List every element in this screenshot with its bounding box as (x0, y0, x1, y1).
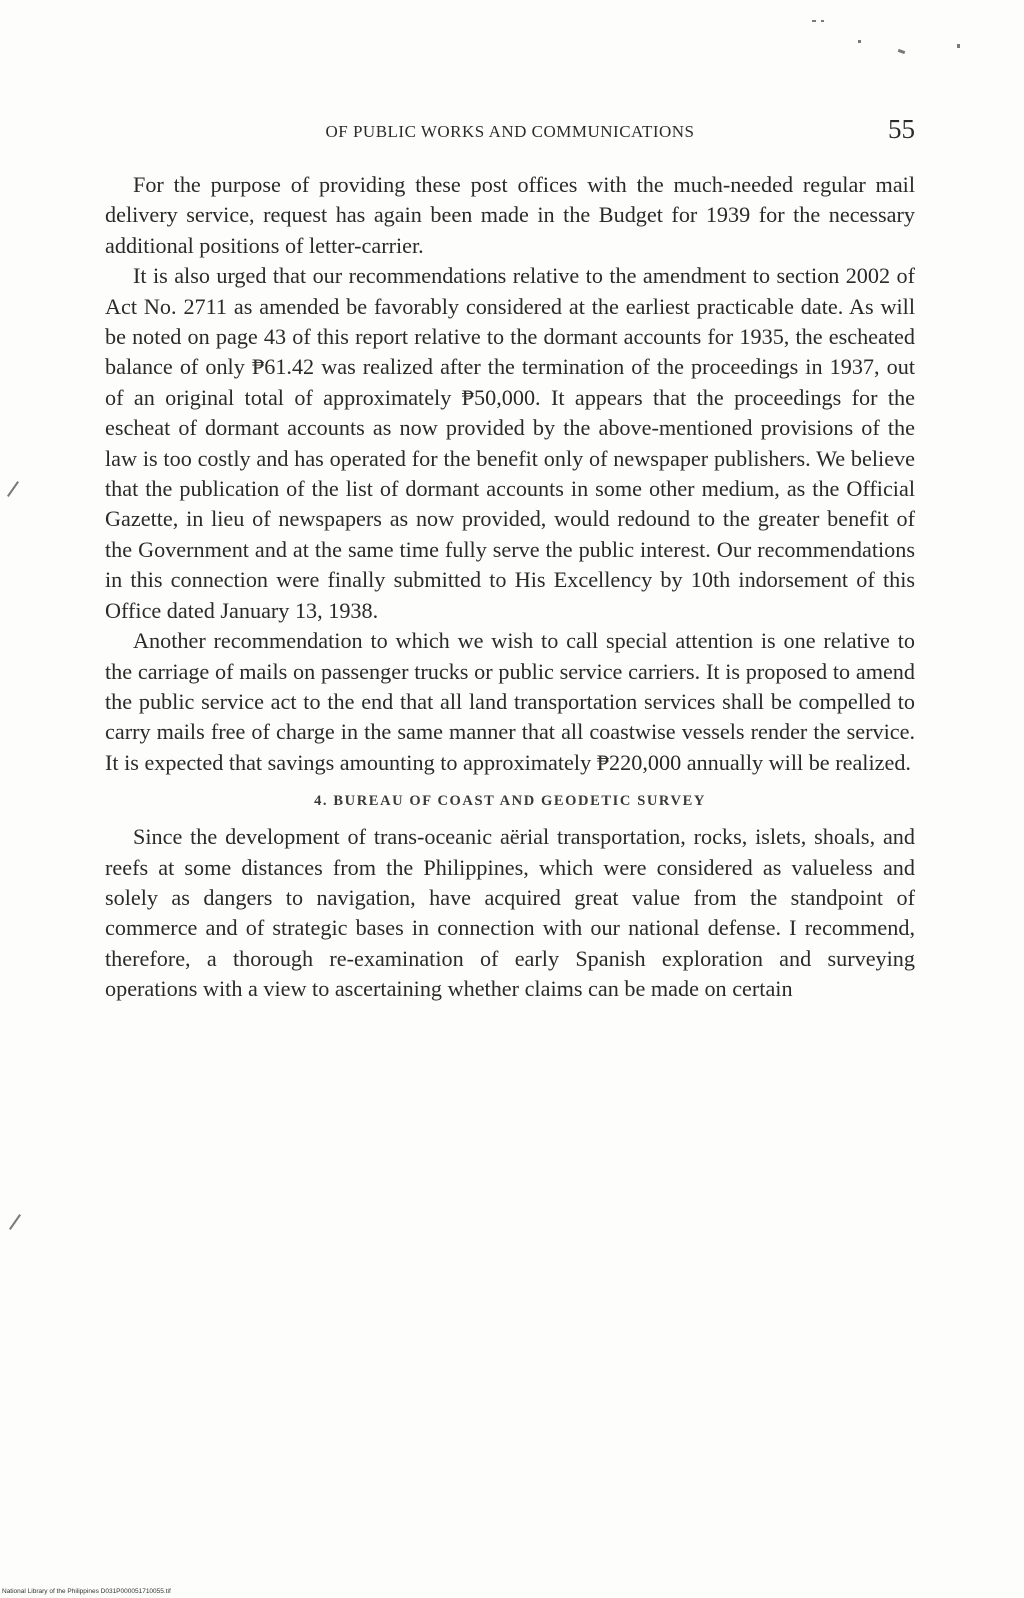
body-text (105, 170, 915, 1005)
paragraph-dormant-accounts: It is also urged that our recommendations relative to the amendment to section 2002 of Act No. 2711 as amended be favorably considered at the earliest practicable date. As will be noted on page 43 of this report relative to the dormant accounts for 1935, the escheated balance of only ₱61.42 was realized after the termination of the proceedings in 1937, out of an original total of approximately ₱50,000. It appears that the proceedings for the escheat of dormant accounts as now provided by the above-mentioned provisions of the law is too costly and has operated for the benefit only of newspaper publishers. We believe that the publication of the list of dormant accounts in some other medium, as the Official Gazette, in lieu of newspapers as now provided, would redound to the greater benefit of the Government and at the same time fully serve the public interest. Our recommendations in this connection were finally submitted to His Excellency by 10th indorsement of this Office dated January 13, 1938. (105, 263, 915, 623)
margin-mark (7, 481, 19, 497)
scan-speck (957, 44, 960, 48)
paragraph-mail-carriage: Another recommendation to which we wish to call special attention is one relative to the carriage of mails on passenger trucks or public service carriers. It is proposed to amend the public service act to the end that all land transportation services shall be compelled to carry mails free of charge in the same manner that all coastwise vessels render the service. It is expected that savings amounting to approximately ₱220,000 annually will be realized. (105, 628, 915, 775)
scan-footer-note: National Library of the Philippines D031P000051710055.tif (2, 1588, 171, 1595)
margin-mark (9, 1214, 21, 1230)
page-number: 55 (888, 114, 915, 144)
paragraph-geodetic-survey: Since the development of trans-oceanic aërial transportation, rocks, islets, shoals, and reefs at some distances from the Philippines, which were considered as valueless and solely as dangers to navigation, have acquired great value from the standpoint of commerce and of strategic bases in connection with our national defense. I recommend, therefore, a thorough re-examination of early Spanish exploration and surveying operations with a view to ascertaining whether claims can be made on certain (105, 824, 915, 1002)
scan-speck (812, 20, 816, 22)
running-title: OF PUBLIC WORKS AND COMMUNICATIONS (325, 122, 695, 141)
scan-speck (821, 20, 824, 22)
running-head (105, 112, 915, 152)
paragraph-letter-carrier: For the purpose of providing these post offices with the much-needed regular mail delivery service, request has again been made in the Budget for 1939 for the necessary additional positions of letter-carrier. (105, 172, 915, 258)
section-heading: 4. BUREAU OF COAST AND GEODETIC SURVEY (314, 793, 706, 810)
scan-speck (898, 49, 906, 54)
scan-speck (858, 40, 861, 43)
